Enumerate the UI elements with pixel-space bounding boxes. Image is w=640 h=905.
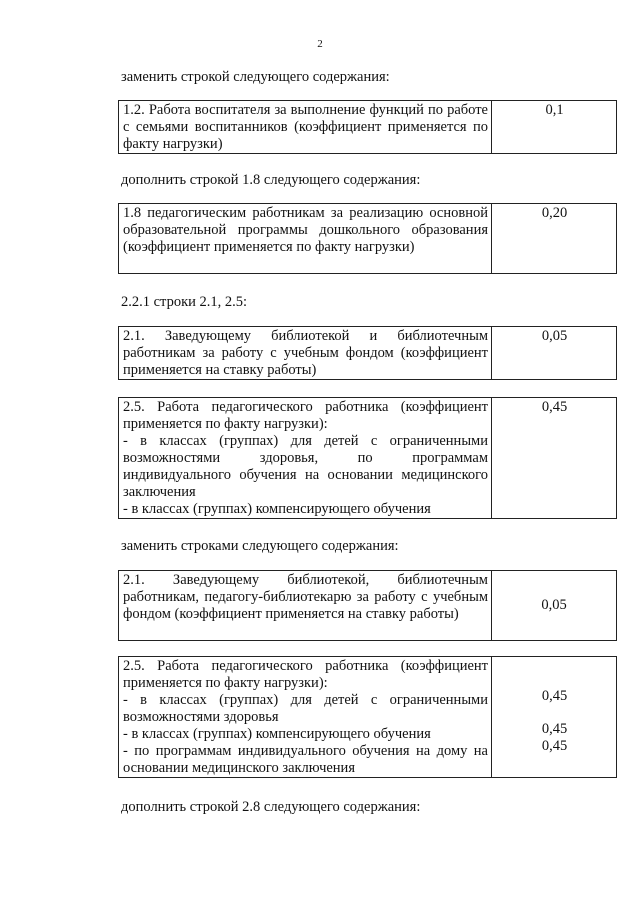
row-2-5-new-value-limited-health: 0,45	[541, 688, 568, 704]
row-2-5-new-value-compensatory: 0,45	[541, 721, 568, 737]
table-row-2-1-new	[118, 570, 617, 641]
row-1-8-description: 1.8 педагогическим работникам за реализацию основной образовательной программы дошкольного образования (коэффициент применяется по факту нагрузки)	[119, 204, 492, 274]
instruction-add-row-1-8: дополнить строкой 1.8 следующего содержания:	[121, 172, 421, 188]
row-2-5-old-item-compensatory: - в классах (группах) компенсирующего обучения	[123, 501, 431, 517]
row-2-5-new-item-limited-health: - в классах (группах) для детей с ограниченными возможностями здоровья	[123, 692, 488, 725]
row-2-1-new-coefficient: 0,05	[492, 571, 617, 641]
row-2-5-new-item-home-schooling: - по программам индивидуального обучения на дому на основании медицинского заключения	[123, 743, 488, 776]
row-2-5-old-item-limited-health: - в классах (группах) для детей с ограниченными возможностями здоровья, по программам индивидуального обучения на основании медицинского заключения	[123, 433, 488, 500]
row-1-2-coefficient: 0,1	[492, 101, 617, 154]
row-2-1-old-description: 2.1. Заведующему библиотекой и библиотечным работникам за работу с учебным фондом (коэффициент применяется на ставку работы)	[119, 327, 492, 380]
table-row-1-2	[118, 100, 617, 154]
row-2-5-new-item-compensatory: - в классах (группах) компенсирующего обучения	[123, 726, 431, 742]
instruction-replace-rows: заменить строками следующего содержания:	[121, 538, 399, 554]
row-2-5-old-coefficient: 0,45	[492, 398, 617, 519]
table-row-2-1-old	[118, 326, 617, 380]
row-2-5-new-description	[119, 657, 492, 778]
table-row-2-5-new	[118, 656, 617, 778]
table-row-2-5-old	[118, 397, 617, 519]
page-number: 2	[317, 38, 323, 50]
row-1-2-description: 1.2. Работа воспитателя за выполнение функций по работе с семьями воспитанников (коэффициент применяется по факту нагрузки)	[119, 101, 492, 154]
row-2-5-old-description	[119, 398, 492, 519]
row-2-5-old-heading: 2.5. Работа педагогического работника (коэффициент применяется по факту нагрузки):	[123, 399, 488, 432]
row-2-1-old-coefficient: 0,05	[492, 327, 617, 380]
row-2-1-new-description: 2.1. Заведующему библиотекой, библиотечным работникам, педагогу-библиотекарю за работу с учебным фондом (коэффициент применяется на ставку работы)	[119, 571, 492, 641]
row-2-5-new-value-home-schooling: 0,45	[541, 738, 568, 754]
row-1-8-coefficient: 0,20	[492, 204, 617, 274]
table-row-1-8	[118, 203, 617, 274]
instruction-add-row-2-8: дополнить строкой 2.8 следующего содержания:	[121, 799, 421, 815]
instruction-section-2-2-1: 2.2.1 строки 2.1, 2.5:	[121, 294, 248, 310]
instruction-replace-line: заменить строкой следующего содержания:	[121, 69, 390, 85]
row-2-5-new-coefficients	[492, 657, 617, 778]
row-2-5-new-heading: 2.5. Работа педагогического работника (коэффициент применяется по факту нагрузки):	[123, 658, 488, 691]
